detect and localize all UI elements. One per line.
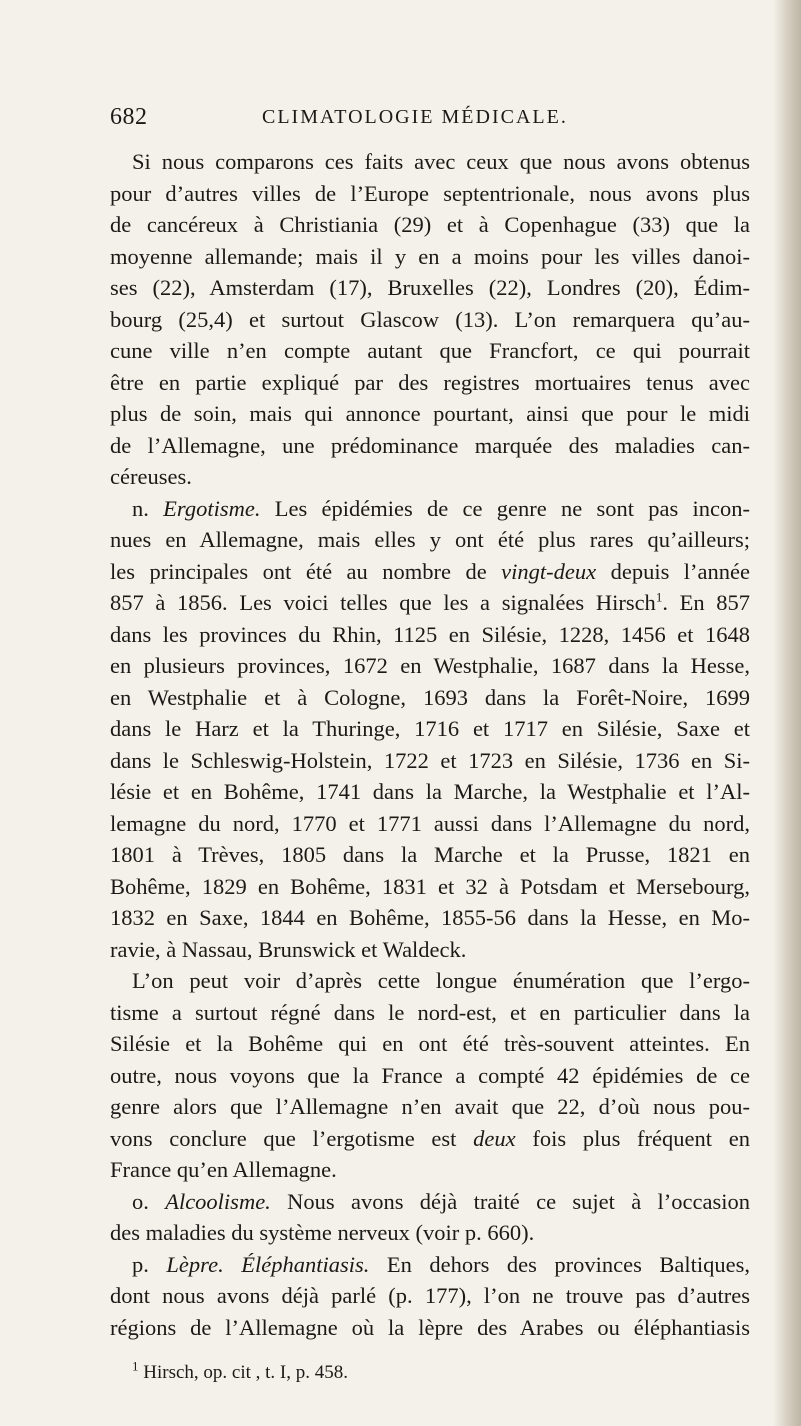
section-letter: n. [132, 495, 164, 521]
text-segment: En dehors des provinces Baltiques, [369, 1251, 751, 1277]
text-segment: les principales ont été au nombre de [110, 558, 502, 584]
text-segment: Nous avons déjà traité ce sujet à l’occasion [270, 1188, 751, 1214]
text-line: plus de soin, mais qui annonce pourtant, ainsi que pour le midi [110, 401, 750, 426]
text-line: tisme a surtout régné dans le nord-est, et en particulier dans la [110, 999, 750, 1025]
text-line: céreuses. [110, 464, 192, 489]
text-line: dont nous avons déjà parlé (p. 177), l’on ne trouve pas d’autres [110, 1283, 750, 1308]
text-line: en plusieurs provinces, 1672 en Westphalie, 1687 dans la Hesse, [110, 653, 750, 678]
emphasis-deux: deux [473, 1125, 516, 1151]
body-text [110, 146, 750, 1343]
text-line: régions de l’Allemagne où la lèpre des Arabes ou éléphantiasis [110, 1314, 750, 1340]
text-line [110, 1249, 750, 1281]
text-line: dans le Schleswig-Holstein, 1722 et 1723 en Silésie, 1736 en Si- [110, 747, 750, 773]
text-line: L’on peut voir d’après cette longue énumération que l’ergo- [132, 968, 750, 993]
text-line: ses (22), Amsterdam (17), Bruxelles (22), Londres (20), Édim- [110, 275, 750, 300]
text-line [110, 493, 750, 525]
text-line: lemagne du nord, 1770 et 1771 aussi dans l’Allemagne du nord, [110, 810, 750, 836]
section-letter: o. [132, 1188, 166, 1214]
text-line: Bohême, 1829 en Bohême, 1831 et 32 à Potsdam et Mersebourg, [110, 873, 750, 899]
section-title-lepre: Lèpre. Éléphantiasis. [166, 1251, 370, 1277]
section-title-ergotisme: Ergotisme. [163, 495, 261, 521]
text-line: en Westphalie et à Cologne, 1693 dans la Forêt-Noire, 1699 [110, 684, 750, 710]
text-segment: vons conclure que l’ergotisme est [110, 1125, 474, 1151]
text-line: pour d’autres villes de l’Europe septentrionale, nous avons plus [110, 180, 750, 206]
text-line: France qu’en Allemagne. [110, 1157, 337, 1182]
text-line: Si nous comparons ces faits avec ceux que nous avons obtenus [132, 149, 750, 174]
text-line: lésie et en Bohême, 1741 dans la Marche, la Westphalie et l’Al- [110, 779, 750, 804]
footnote-reference: 1 [655, 589, 663, 605]
text-line [110, 587, 750, 619]
text-line [110, 1186, 750, 1218]
text-line: genre alors que l’Allemagne n’en avait que 22, d’où nous pou- [110, 1094, 750, 1119]
text-line: des maladies du système nerveux (voir p. 660). [110, 1220, 535, 1245]
text-line: cune ville n’en compte autant que Francfort, ce qui pourrait [110, 338, 750, 363]
text-line [110, 1123, 750, 1155]
text-line: 1832 en Saxe, 1844 en Bohême, 1855-56 dans la Hesse, en Mo- [110, 905, 750, 930]
footnote [132, 1358, 349, 1384]
text-line: dans les provinces du Rhin, 1125 en Silésie, 1228, 1456 et 1648 [110, 621, 750, 647]
footnote-text: Hirsch, op. cit , t. I, p. 458. [138, 1362, 349, 1383]
footnote-marker: 1 [132, 1358, 139, 1374]
text-line: moyenne allemande; mais il y en a moins pour les villes danoi- [110, 243, 750, 269]
text-segment: depuis l’année [596, 558, 751, 584]
text-line: dans le Harz et la Thuringe, 1716 et 1717 en Silésie, Saxe et [110, 716, 750, 741]
text-segment: fois plus fréquent en [515, 1125, 750, 1151]
text-line: bourg (25,4) et surtout Glascow (13). L’on remarquera qu’au- [110, 306, 750, 332]
section-letter: p. [132, 1251, 167, 1277]
text-segment: 857 à 1856. Les voici telles que les a signalées Hirsch [110, 590, 656, 615]
page-number: 682 [110, 104, 148, 130]
text-line: être en partie expliqué par des registres mortuaires tenus avec [110, 369, 750, 395]
running-title: CLIMATOLOGIE MÉDICALE. [262, 106, 568, 128]
page-edge-shadow [773, 0, 801, 1426]
text-line: de l’Allemagne, une prédominance marquée des maladies can- [110, 432, 750, 458]
text-segment: Les épidémies de ce genre ne sont pas incon- [260, 495, 750, 521]
section-title-alcoolisme: Alcoolisme. [165, 1188, 271, 1214]
text-line: de cancéreux à Christiania (29) et à Copenhague (33) que la [110, 212, 750, 237]
text-line: 1801 à Trèves, 1805 dans la Marche et la Prusse, 1821 en [110, 842, 750, 867]
text-line: nues en Allemagne, mais elles y ont été plus rares qu’ailleurs; [110, 527, 750, 552]
text-line: outre, nous voyons que la France a compté 42 épidémies de ce [110, 1062, 750, 1088]
text-segment: . En 857 [662, 590, 750, 615]
text-line: ravie, à Nassau, Brunswick et Waldeck. [110, 936, 467, 962]
emphasis-vingt-deux: vingt-deux [501, 558, 597, 584]
page-header [110, 104, 750, 138]
text-line [110, 556, 750, 588]
text-line: Silésie et la Bohême qui en ont été très-souvent atteintes. En [110, 1031, 750, 1056]
